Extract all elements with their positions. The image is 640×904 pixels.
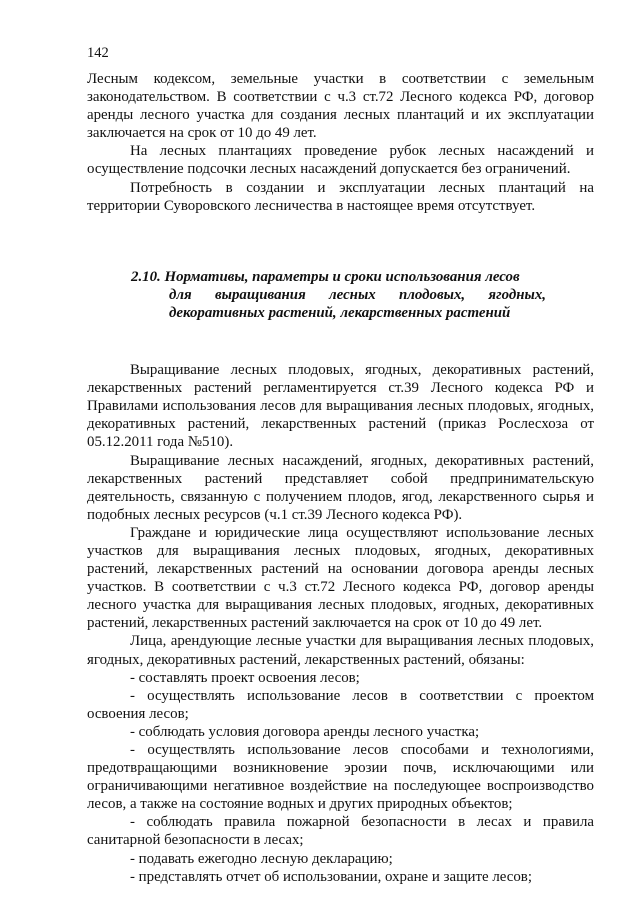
paragraph: Выращивание лесных плодовых, ягодных, декоративных растений, лекарственных растений регламентируется ст.39 Лесного кодекса РФ и Правилами использования лесов для выращивания лесных плодовых, ягодных, декоративных растений, лекарственных растений (приказ Рослесхоза от 05.12.2011 года №510). [87, 362, 594, 451]
list-item: - соблюдать условия договора аренды лесного участка; [130, 723, 480, 740]
list-item: - осуществлять использование лесов способами и технологиями, предотвращающими возникновение эрозии почв, исключающими или ограничивающими негативное воздействие на последующее воспроизводство лесов, а также на состояние водных и других природных объектов; [87, 742, 594, 813]
list-item: - осуществлять использование лесов в соответствии с проектом освоения лесов; [87, 687, 594, 722]
page-content [87, 70, 594, 886]
section-heading [87, 268, 594, 322]
section-title-line3: декоративных растений, лекарственных растений [169, 304, 511, 321]
paragraph: Лесным кодексом, земельные участки в соответствии с земельным законодательством. В соответствии с ч.3 ст.72 Лесного кодекса РФ, договор аренды лесного участка для создания лесных плантаций и их эксплуатации заключается на срок от 10 до 49 лет. [87, 71, 594, 142]
list-item: - составлять проект освоения лесов; [130, 669, 360, 686]
paragraph: Лица, арендующие лесные участки для выращивания лесных плодовых, ягодных, декоративных растений, лекарственных растений, обязаны: [87, 633, 594, 668]
spacer [87, 322, 594, 361]
paragraph: На лесных плантациях проведение рубок лесных насаждений и осуществление подсочки лесных насаждений допускается без ограничений. [87, 143, 594, 178]
section-number: 2.10. [131, 268, 161, 285]
paragraph: Граждане и юридические лица осуществляют использование лесных участков для выращивания лесных плодовых, ягодных, декоративных растений, лекарственных растений на основании договора аренды лесных участков. В соответствии с ч.3 ст.72 Лесного кодекса РФ, договор аренды лесного участка для выращивания лесных плодовых, ягодных, декоративных растений, лекарственных растений заключается на срок от 10 до 49 лет. [87, 524, 594, 632]
list-item: - подавать ежегодно лесную декларацию; [130, 850, 393, 867]
spacer [87, 215, 594, 268]
page-number: 142 [87, 45, 109, 61]
section-title-line1: Нормативы, параметры и сроки использования лесов [164, 268, 520, 285]
list-item: - соблюдать правила пожарной безопасности в лесах и правила санитарной безопасности в лесах; [87, 814, 594, 849]
paragraph: Потребность в создании и эксплуатации лесных плантаций на территории Суворовского лесничества в настоящее время отсутствует. [87, 179, 594, 214]
paragraph: Выращивание лесных насаждений, ягодных, декоративных растений, лекарственных растений представляет собой предпринимательскую деятельность, связанную с получением плодов, ягод, лекарственного сырья и подобных лесных ресурсов (ч.1 ст.39 Лесного кодекса РФ). [87, 452, 594, 523]
section-title-line2: для выращивания лесных плодовых, ягодных, [169, 286, 546, 303]
list-item: - представлять отчет об использовании, охране и защите лесов; [130, 868, 532, 885]
